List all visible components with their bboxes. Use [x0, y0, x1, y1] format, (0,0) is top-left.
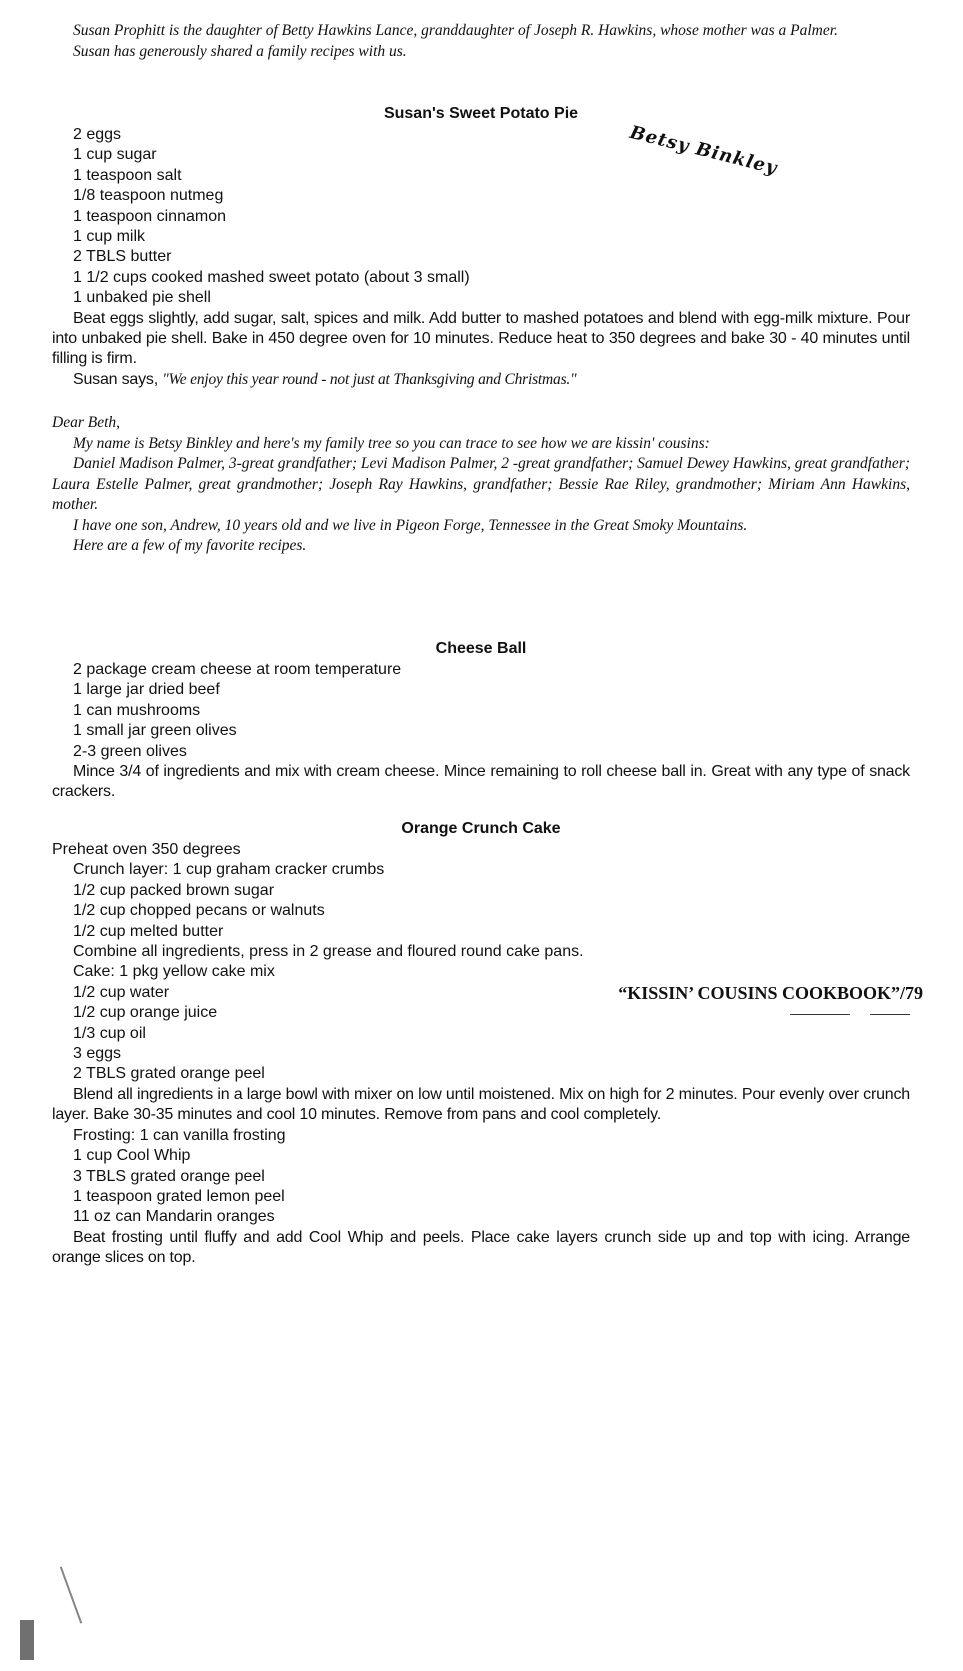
- letter: [52, 413, 910, 557]
- recipe-line: Frosting: 1 can vanilla frosting: [73, 1126, 286, 1144]
- recipe-quote: Susan says, "We enjoy this year round - not just at Thanksgiving and Christmas.": [73, 370, 577, 388]
- recipe-line: 1 teaspoon grated lemon peel: [73, 1187, 285, 1205]
- recipe-line: 1 teaspoon salt: [73, 166, 182, 184]
- recipe-cheese-ball: [52, 638, 910, 803]
- recipe-directions: Mince 3/4 of ingredients and mix with cream cheese. Mince remaining to roll cheese ball in. Great with any type of snack crackers.: [52, 763, 910, 801]
- recipe-line: 1/8 teaspoon nutmeg: [73, 187, 224, 205]
- recipe-directions: Beat frosting until fluffy and add Cool Whip and peels. Place cake layers crunch side up and top with icing. Arrange orange slices on top.: [52, 1228, 910, 1267]
- recipe-line: 1 small jar green olives: [73, 722, 237, 740]
- page-footer: “KISSIN’ COUSINS COOKBOOK”/79: [618, 983, 923, 1003]
- recipe-line: Crunch layer: 1 cup graham cracker crumbs: [73, 861, 385, 879]
- recipe-line: 1 cup sugar: [73, 146, 157, 164]
- signature: Betsy Binkley: [627, 122, 780, 179]
- recipe-line: 1/2 cup packed brown sugar: [73, 881, 275, 899]
- scan-mark: [60, 1566, 82, 1623]
- recipe-line: 1 cup Cool Whip: [73, 1147, 191, 1165]
- recipe-line: 1/2 cup chopped pecans or walnuts: [73, 902, 325, 920]
- recipe-line: 1 cup milk: [73, 228, 146, 246]
- recipe-title: Orange Crunch Cake: [401, 820, 561, 837]
- recipe-line: 11 oz can Mandarin oranges: [73, 1208, 275, 1226]
- recipe-directions: Blend all ingredients in a large bowl with mixer on low until moistened. Mix on high for 2 minutes. Pour evenly over crunch layer. Bake 30-35 minutes and cool 10 minutes. Remove from pans and cool completely.: [52, 1085, 910, 1124]
- letter-paragraph: Daniel Madison Palmer, 3-great grandfather; Levi Madison Palmer, 2 -great grandfather; Samuel Dewey Hawkins, great grandfather; Laura Estelle Palmer, great grandmother; Joseph Ray Hawkins, grandfather; Bessie Rae Riley, grandmother; Miriam Ann Hawkins, mother.: [52, 455, 910, 513]
- recipe-line: 2 TBLS grated orange peel: [73, 1065, 265, 1083]
- letter-salutation: Dear Beth,: [52, 414, 121, 431]
- recipe-line: 1 can mushrooms: [73, 701, 201, 719]
- recipe-line: Preheat oven 350 degrees: [52, 841, 241, 858]
- recipe-line: 2 eggs: [73, 126, 122, 143]
- letter-paragraph: Here are a few of my favorite recipes.: [73, 537, 307, 554]
- recipe-line: 2 TBLS butter: [73, 248, 172, 266]
- intro-paragraph: Susan has generously shared a family recipes with us.: [73, 42, 407, 60]
- recipe-line: 1 large jar dried beef: [73, 681, 220, 699]
- scan-mark: [790, 1014, 850, 1015]
- recipe-line: 1/3 cup oil: [73, 1024, 146, 1042]
- recipe-line: Combine all ingredients, press in 2 grease and floured round cake pans.: [73, 943, 584, 961]
- letter-paragraph: I have one son, Andrew, 10 years old and we live in Pigeon Forge, Tennessee in the Great Smoky Mountains.: [73, 516, 748, 534]
- intro-paragraph: Susan Prophitt is the daughter of Betty Hawkins Lance, granddaughter of Joseph R. Hawkins, whose mother was a Palmer.: [73, 22, 838, 39]
- recipe-line: 2-3 green olives: [73, 742, 187, 760]
- recipe-line: 3 TBLS grated orange peel: [73, 1167, 265, 1185]
- recipe-line: 1/2 cup melted butter: [73, 922, 224, 940]
- recipe-directions: Beat eggs slightly, add sugar, salt, spices and milk. Add butter to mashed potatoes and blend with egg-milk mixture. Pour into unbaked pie shell. Bake in 450 degree oven for 10 minutes. Reduce heat to 350 degrees and bake 30 - 40 minutes until filling is firm.: [52, 309, 910, 368]
- recipe-title: Susan's Sweet Potato Pie: [383, 105, 579, 122]
- recipe-line: 1/2 cup orange juice: [73, 1004, 218, 1022]
- recipe-line: 3 eggs: [73, 1045, 122, 1063]
- scan-mark: [20, 1620, 34, 1660]
- recipe-title: Cheese Ball: [435, 640, 527, 657]
- recipe-line: Cake: 1 pkg yellow cake mix: [73, 963, 275, 981]
- letter-paragraph: My name is Betsy Binkley and here's my family tree so you can trace to see how we are kissin' cousins:: [73, 434, 710, 452]
- recipe-line: 1 unbaked pie shell: [73, 289, 211, 307]
- recipe-line: 1 1/2 cups cooked mashed sweet potato (about 3 small): [73, 268, 470, 286]
- recipe-orange-crunch-cake: [52, 818, 910, 1269]
- intro: [52, 21, 910, 62]
- recipe-line: 1 teaspoon cinnamon: [73, 207, 226, 225]
- recipe-line: 2 package cream cheese at room temperature: [73, 661, 402, 678]
- recipe-sweet-potato-pie: [52, 103, 910, 390]
- scan-mark: [870, 1014, 910, 1015]
- recipe-line: 1/2 cup water: [73, 983, 170, 1001]
